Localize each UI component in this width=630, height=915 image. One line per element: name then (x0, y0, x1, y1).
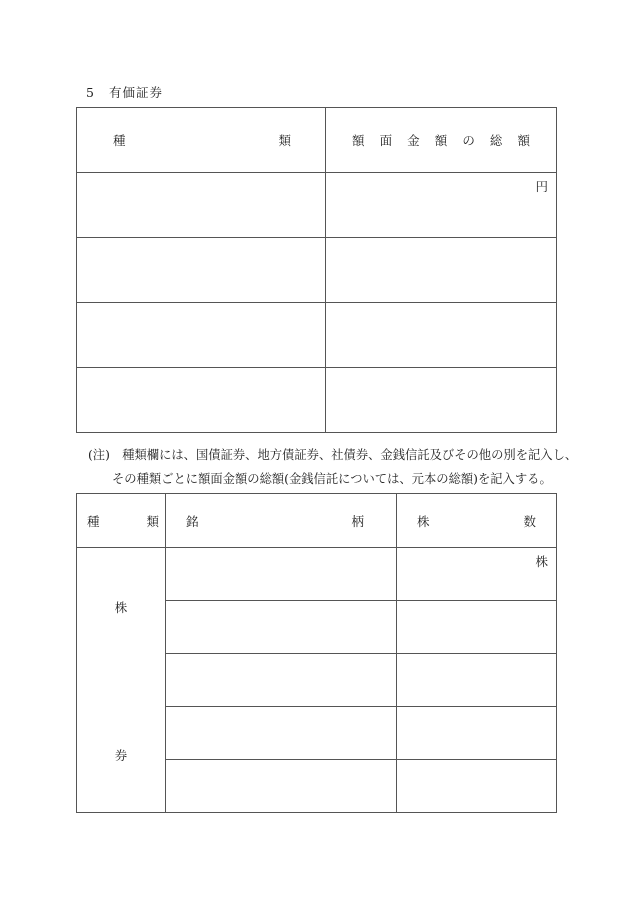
header-kind-char: 種 (113, 133, 126, 148)
header-count-char: 数 (523, 513, 536, 529)
header-face-amount (326, 108, 557, 173)
stock-table-header (77, 494, 557, 548)
stock-kind-cell (77, 548, 166, 813)
kind-input-cell[interactable] (77, 238, 326, 303)
kind-label-top: 株 (114, 600, 128, 615)
kind-input-cell[interactable] (77, 368, 326, 433)
count-input-cell[interactable] (397, 548, 557, 601)
header-kind-char: 類 (146, 513, 159, 529)
table-row (77, 238, 557, 303)
header-kind-char: 種 (87, 513, 100, 529)
header-kind (77, 108, 326, 173)
header-brand (166, 494, 397, 548)
section-heading (86, 83, 163, 101)
header-amount-char: 総 (489, 133, 503, 148)
header-amount-char: 面 (379, 133, 393, 148)
brand-input-cell[interactable] (166, 760, 397, 813)
header-brand-char: 柄 (351, 513, 364, 529)
brand-input-cell[interactable] (166, 654, 397, 707)
section-title: 有価証券 (108, 85, 163, 100)
table-row (77, 303, 557, 368)
unit-yen: 円 (535, 179, 548, 194)
count-input-cell[interactable] (397, 654, 557, 707)
header-brand-char: 銘 (186, 513, 199, 529)
header-amount-char: 額 (352, 133, 365, 148)
amount-input-cell[interactable] (326, 303, 557, 368)
securities-table (76, 107, 557, 433)
brand-input-cell[interactable] (166, 548, 397, 601)
stock-table (76, 493, 557, 813)
count-input-cell[interactable] (397, 601, 557, 654)
header-kind (77, 494, 166, 548)
kind-label-bottom: 券 (114, 748, 128, 763)
header-amount-char: 額 (434, 133, 448, 148)
section-number: 5 (86, 85, 95, 100)
unit-shares: 株 (535, 554, 548, 569)
table-row (77, 368, 557, 433)
table-row (77, 173, 557, 238)
header-amount-char: の (462, 133, 475, 148)
brand-input-cell[interactable] (166, 707, 397, 760)
amount-input-cell[interactable] (326, 368, 557, 433)
brand-input-cell[interactable] (166, 601, 397, 654)
header-amount-char: 額 (517, 133, 530, 148)
kind-input-cell[interactable] (77, 303, 326, 368)
amount-input-cell[interactable] (326, 238, 557, 303)
table-row (77, 548, 557, 601)
note-line-1: (注) 種類欄には、国債証券、地方債証券、社債券、金銭信託及びその他の別を記入し、 (88, 448, 578, 462)
count-input-cell[interactable] (397, 707, 557, 760)
header-count-char: 株 (417, 513, 430, 529)
header-amount-char: 金 (407, 133, 420, 148)
header-kind-char: 類 (278, 133, 291, 148)
count-input-cell[interactable] (397, 760, 557, 813)
amount-input-cell[interactable] (326, 173, 557, 238)
securities-table-header (77, 108, 557, 173)
note (88, 443, 577, 491)
note-line-2: その種類ごとに額面金額の総額(金銭信託については、元本の総額)を記入する。 (112, 472, 552, 486)
kind-input-cell[interactable] (77, 173, 326, 238)
header-share-count (397, 494, 557, 548)
